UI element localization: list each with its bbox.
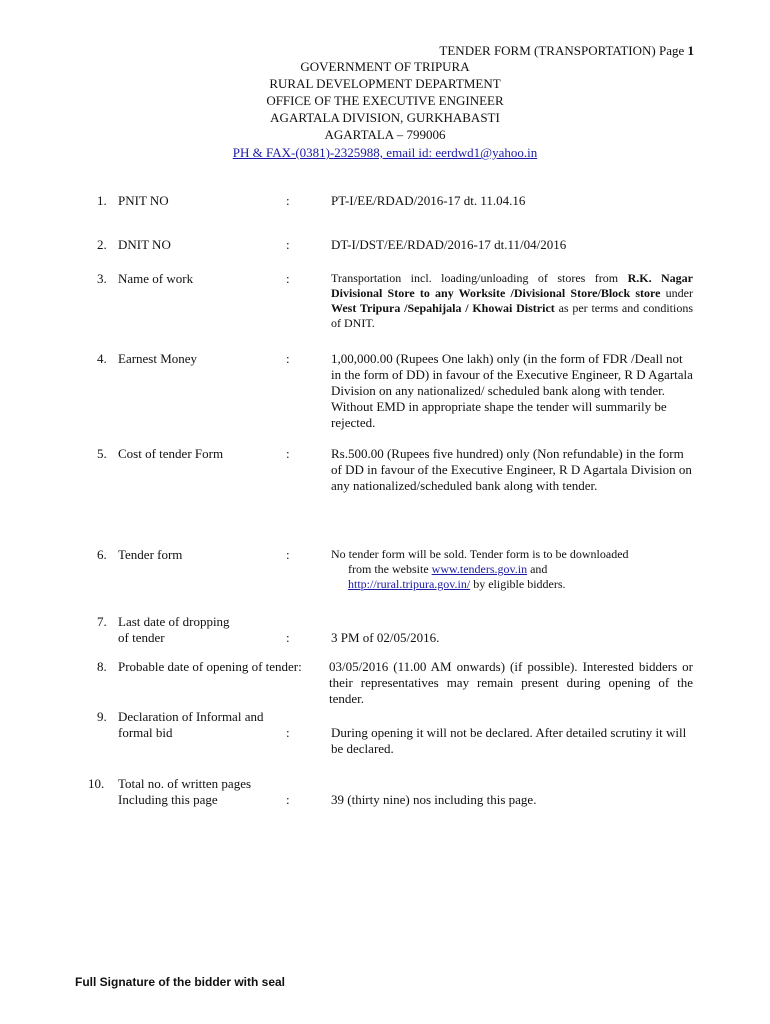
item-value: 1,00,000.00 (Rupees One lakh) only (in the form of FDR /Deall not in the form of DD) in favour of the Executive Engineer, R D Agartala Division on any nationalized/ scheduled bank along with tender. Without EMD in appropriate shape the tender will summarily be rejected. (331, 351, 693, 430)
item-number: 6. (97, 547, 107, 562)
item-value: 03/05/2016 (11.00 AM onwards) (if possible). Interested bidders or their representatives may remain present during opening of the tender. (329, 659, 693, 706)
item-label: Total no. of written pages Including this page (118, 776, 252, 807)
item-label: Probable date of opening of tender: (118, 659, 302, 674)
item-label: Tender form (118, 547, 183, 562)
rural-tripura-link[interactable]: http://rural.tripura.gov.in/ (348, 577, 471, 591)
item-number: 7. (97, 614, 107, 629)
header-line-govt: GOVERNMENT OF TRIPURA (300, 59, 470, 74)
item-number: 4. (97, 351, 107, 366)
item-value: No tender form will be sold. Tender form is to be downloaded from the website www.tenders.gov.in and http://rural.tripura.gov.in/ by eligible bidders. (331, 547, 629, 591)
item-number: 5. (97, 446, 107, 461)
item-number: 9. (97, 709, 107, 724)
item-label: PNIT NO (118, 193, 169, 208)
item-colon: : (286, 271, 290, 286)
item-value: PT-I/EE/RDAD/2016-17 dt. 11.04.16 (331, 193, 526, 208)
item-colon: : (286, 792, 290, 807)
header-line-division: AGARTALA DIVISION, GURKHABASTI (270, 110, 500, 125)
header-line-office: OFFICE OF THE EXECUTIVE ENGINEER (266, 93, 504, 108)
item-number: 3. (97, 271, 107, 286)
page-number: 1 (687, 43, 694, 58)
contact-link[interactable]: PH & FAX-(0381)-2325988, email id: eerdwd1@yahoo.in (232, 145, 538, 160)
item-label: Last date of dropping of tender (118, 614, 230, 645)
item-label: Cost of tender Form (118, 446, 224, 461)
item-colon: : (286, 446, 290, 461)
item-colon: : (286, 237, 290, 252)
signature-label: Full Signature of the bidder with seal (75, 975, 286, 989)
item-colon: : (286, 351, 290, 366)
item-colon: : (286, 725, 290, 740)
item-value: Rs.500.00 (Rupees five hundred) only (Non refundable) in the form of DD in favour of the Executive Engineer, R D Agartala Division on any nationalized/scheduled bank along with tender. (331, 446, 692, 493)
item-number: 1. (97, 193, 107, 208)
item-label: Declaration of Informal and formal bid (118, 709, 264, 740)
item-value: 39 (thirty nine) nos including this page. (331, 792, 537, 807)
item-number: 8. (97, 659, 107, 674)
tenders-website-link[interactable]: www.tenders.gov.in (431, 562, 528, 576)
item-colon: : (286, 630, 290, 645)
item-value: Transportation incl. loading/unloading of stores from R.K. Nagar Divisional Store to any Worksite /Divisional Store/Block store under West Tripura /Sepahijala / Khowai District as per terms and conditions of DNIT. (331, 271, 694, 330)
header-line-city: AGARTALA – 799006 (324, 127, 446, 142)
item-label: DNIT NO (118, 237, 171, 252)
header-contact[interactable] (0, 145, 770, 161)
item-number: 2. (97, 237, 107, 252)
item-value: During opening it will not be declared. After detailed scrutiny it will be declared. (331, 725, 687, 756)
form-title: TENDER FORM (TRANSPORTATION) Page 1 (439, 43, 694, 58)
item-label: Name of work (118, 271, 194, 286)
item-value: DT-I/DST/EE/RDAD/2016-17 dt.11/04/2016 (331, 237, 567, 252)
item-colon: : (286, 193, 290, 208)
item-colon: : (286, 547, 290, 562)
item-number: 10. (88, 776, 105, 791)
item-label: Earnest Money (118, 351, 198, 366)
item-value: 3 PM of 02/05/2016. (331, 630, 440, 645)
header-line-dept: RURAL DEVELOPMENT DEPARTMENT (269, 76, 501, 91)
